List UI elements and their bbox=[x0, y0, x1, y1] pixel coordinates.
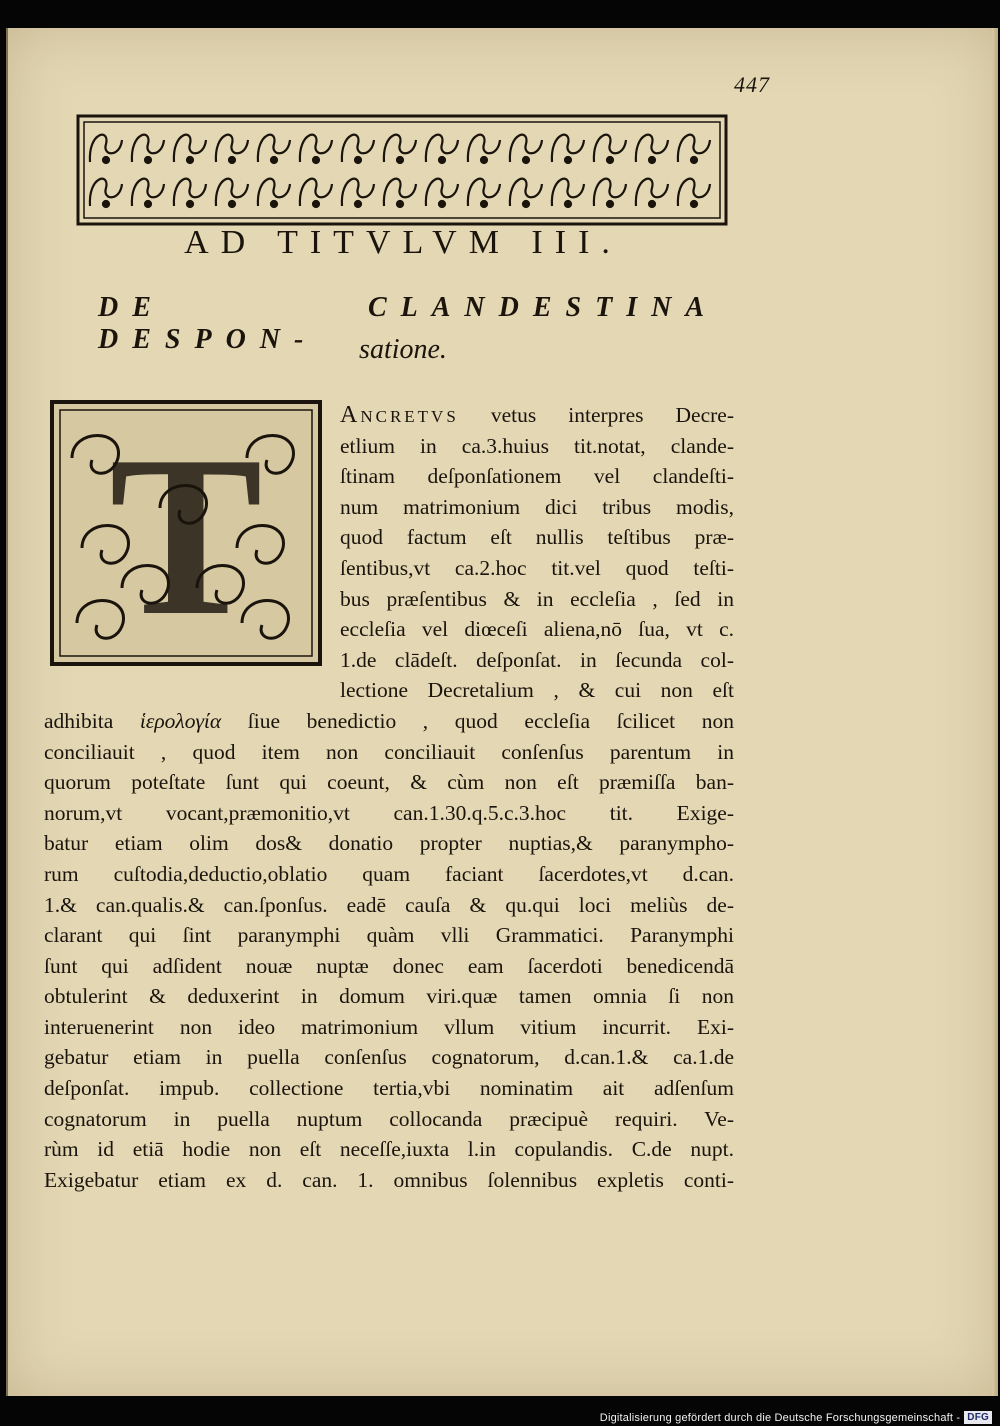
ornament-dot bbox=[397, 201, 403, 207]
ornament-dot bbox=[145, 201, 151, 207]
ornament-dot bbox=[691, 157, 697, 163]
text-line: norum,vt vocant,præmonitio,vt can.1.30.q.5.c.3.hoc tit. Exige- bbox=[44, 800, 734, 825]
credit-text: Digitalisierung gefördert durch die Deutsche Forschungsgemeinschaft - bbox=[599, 1411, 961, 1424]
ornament-dot bbox=[271, 157, 277, 163]
text-line: obtulerint & deduxerint in domum viri.quæ tamen omnia ſi non bbox=[44, 984, 734, 1009]
ornament-dot bbox=[103, 201, 109, 207]
text-line: quod factum eſt nullis teſtibus præ- bbox=[340, 525, 734, 550]
ornament-dot bbox=[313, 157, 319, 163]
text-line: 1.de clādeſt. deſponſat. in ſecunda col- bbox=[340, 647, 734, 672]
ornament-dot bbox=[523, 201, 529, 207]
text-line: interuenerint non ideo matrimonium vllum vitium incurrit. Exi- bbox=[44, 1014, 734, 1039]
text-line: num matrimonium dici tribus modis, bbox=[340, 494, 734, 519]
ornament-dot bbox=[607, 157, 613, 163]
ornament-dot bbox=[439, 157, 445, 163]
dfg-logo: DFG bbox=[964, 1411, 992, 1424]
text-line: 1.& can.qualis.& can.ſponſus. eadē cauſa & qu.qui loci meliùs de- bbox=[44, 892, 734, 917]
page-edge bbox=[992, 28, 998, 1396]
ornament-dot bbox=[691, 201, 697, 207]
ornament-dot bbox=[271, 201, 277, 207]
ornament-dot bbox=[397, 157, 403, 163]
ornament-dot bbox=[355, 157, 361, 163]
body-text bbox=[44, 400, 734, 1195]
section-title: AD TITVLVM III. bbox=[184, 224, 622, 261]
ornament-dot bbox=[187, 157, 193, 163]
ornament-dot bbox=[145, 157, 151, 163]
ornament-dot bbox=[649, 157, 655, 163]
section-subtitle-continued: satione. bbox=[359, 334, 447, 365]
text-line: lectione Decretalium , & cui non eſt bbox=[340, 678, 734, 703]
text-line: deſponſat. impub. collectione tertia,vbi nominatim ait adſenſum bbox=[44, 1076, 734, 1101]
page-number: 447 bbox=[734, 72, 770, 97]
ornament-dot bbox=[313, 201, 319, 207]
text-line: ſunt qui adſident nouæ nuptæ donec eam ſacerdoti benedicendā bbox=[44, 953, 734, 978]
ornament-dot bbox=[481, 157, 487, 163]
ornament-dot bbox=[229, 157, 235, 163]
text-line: Exigebatur etiam ex d. can. 1. omnibus ſolennibus expletis conti- bbox=[44, 1167, 734, 1192]
ornament-dot bbox=[607, 201, 613, 207]
ornament-dot bbox=[229, 201, 235, 207]
greek-word: ἱερολογία bbox=[139, 708, 222, 733]
ornament-dot bbox=[355, 201, 361, 207]
ornament-dot bbox=[481, 201, 487, 207]
text-line: eccleſia vel diœceſi aliena,nō ſua, vt c. bbox=[340, 617, 734, 642]
text-line: cognatorum in puella nuptum collocanda præcipuè requiri. Ve- bbox=[44, 1106, 734, 1131]
text-line: conciliauit , quod item non conciliauit conſenſus parentum in bbox=[44, 739, 734, 764]
ornament-dot bbox=[187, 201, 193, 207]
ornament-dot bbox=[565, 201, 571, 207]
ornament-dot bbox=[103, 157, 109, 163]
text-line: gebatur etiam in puella conſenſus cognatorum, d.can.1.& ca.1.de bbox=[44, 1045, 734, 1070]
text-line: Ancretvs vetus interpres Decre- bbox=[340, 402, 734, 428]
book-page bbox=[6, 28, 998, 1396]
digitization-credit bbox=[600, 1411, 992, 1424]
text-line: bus præſentibus & in eccleſia , ſed in bbox=[340, 586, 734, 611]
ornamental-headpiece bbox=[76, 114, 728, 226]
ornament-dot bbox=[565, 157, 571, 163]
initial-letter: T bbox=[109, 408, 263, 663]
text-line: quorum poteſtate ſunt qui coeunt, & cùm non eſt præmiſſa ban- bbox=[44, 770, 734, 795]
text-line: ſtinam deſponſationem vel clandeſti- bbox=[340, 464, 734, 489]
text-line: etlium in ca.3.huius tit.notat, clande- bbox=[340, 433, 734, 458]
text-line: rùm id etiā hodie non eſt neceſſe,iuxta l.in copulandis. C.de nupt. bbox=[44, 1137, 734, 1162]
ornament-dot bbox=[439, 201, 445, 207]
text-line: ſentibus,vt ca.2.hoc tit.vel quod teſti- bbox=[340, 555, 734, 580]
section-subtitle: DE CLANDESTINA DESPON- bbox=[98, 292, 718, 355]
text-line: rum cuſtodia,deductio,oblatio quam faciant ſacerdotes,vt d.can. bbox=[44, 861, 734, 886]
text-line: batur etiam olim dos& donatio propter nuptias,& paranympho- bbox=[44, 831, 734, 856]
text-line: clarant qui ſint paranymphi quàm vlli Grammatici. Paranymphi bbox=[44, 923, 734, 948]
ornament-dot bbox=[523, 157, 529, 163]
ornament-dot bbox=[649, 201, 655, 207]
text-line-greek: adhibita ἱερολογία ſiue benedictio , quod eccleſia ſcilicet non bbox=[44, 708, 734, 733]
